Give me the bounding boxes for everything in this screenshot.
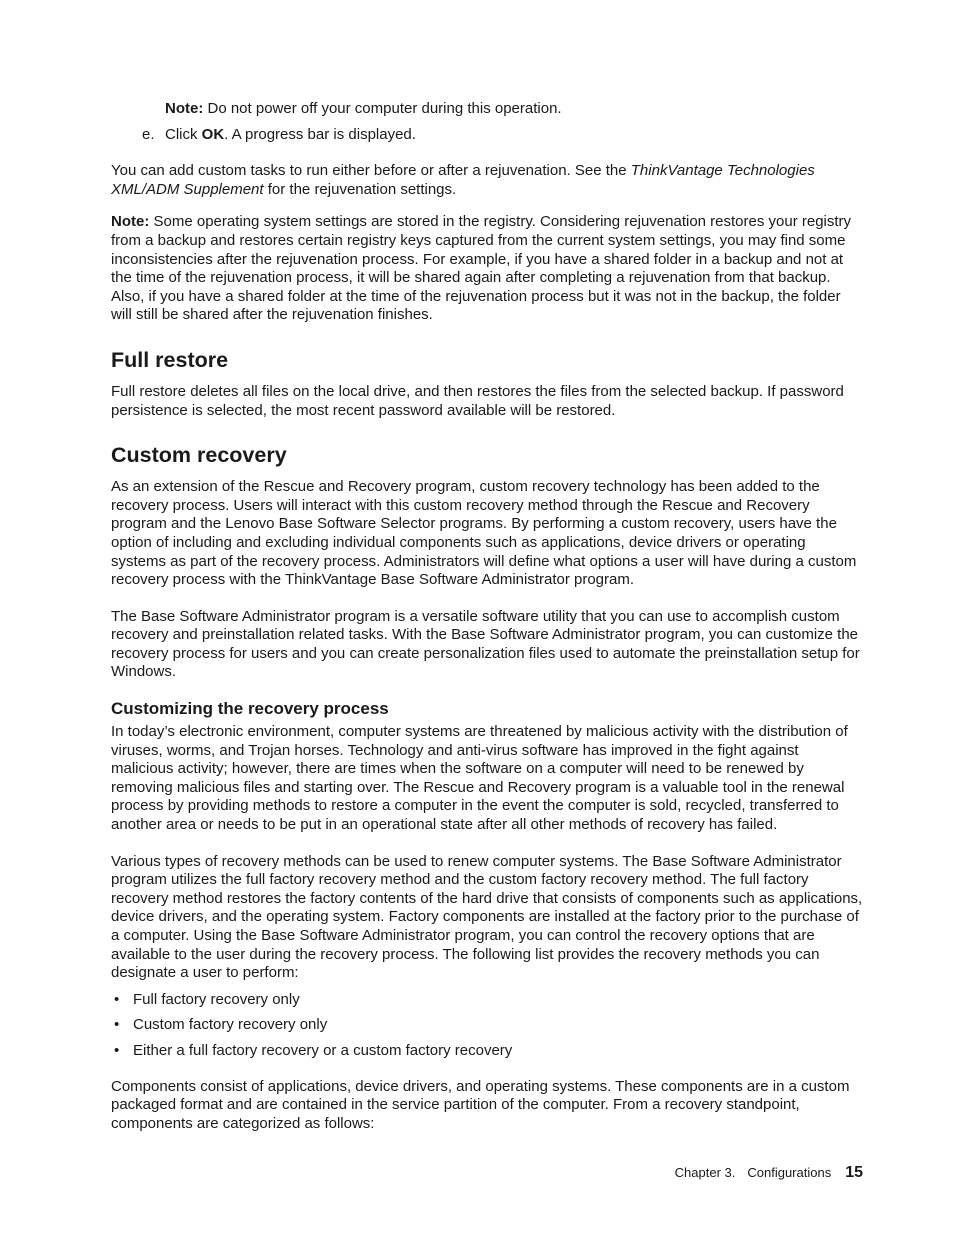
components-paragraph: Components consist of applications, device drivers, and operating systems. These components are in a custom packaged format and are contained in the service partition of the computer. From a recovery standpoint, components are categorized as follows: [111,1077,850,1132]
custom-recovery-heading: Custom recovery [111,443,287,468]
bullet: • [114,1041,120,1059]
page-number: 15 [845,1164,863,1181]
full-restore-heading: Full restore [111,347,229,372]
step-e [142,126,863,145]
step-marker: e. [142,125,155,143]
custom-tasks-text-after: for the rejuvenation settings. [263,180,457,198]
registry-note-text: Some operating system settings are stored in the registry. Considering rejuvenation restores your registry from a backup and restores certain registry keys captured from the current system settings, you may find some inconsistencies after the rejuvenation process. For example, if you have a shared folder in a backup and not at the time of the rejuvenation process, it will be shared again after completing a rejuvenation from that backup. Also, if you have a shared folder at the time of the rejuvenation process but it was not in the backup, the folder will still be shared after the rejuvenation finishes. [111,213,852,324]
step-text-before: Click [165,125,202,143]
footer-chapter: Chapter 3. [674,1165,736,1180]
ok-label: OK [201,125,225,143]
full-restore-paragraph: Full restore deletes all files on the local drive, and then restores the files from the selected backup. If password persistence is selected, the most recent password available will be restored. [111,382,844,419]
step-text-after: . A progress bar is displayed. [224,125,416,143]
bullet: • [114,990,120,1008]
note-text: Do not power off your computer during this operation. [203,100,562,117]
supplement-title: ThinkVantage Technologies XML/ADM Supplement [111,162,815,198]
operation-note [165,100,863,119]
page-footer [600,1163,863,1183]
customizing-heading: Customizing the recovery process [111,699,389,719]
customizing-paragraph-1: In today’s electronic environment, computer systems are threatened by malicious activity with the distribution of viruses, worms, and Trojan horses. Technology and anti-virus software has improved in the fight against malicious activity; however, there are times when the software on a computer will need to be renewed by removing malicious files and starting over. The Rescue and Recovery program is a valuable tool in the renewal process by providing methods to restore a computer in the event the computer is sold, recycled, transferred to another area or needs to be put in an operational state after all other methods of recovery has failed. [111,723,848,834]
custom-tasks-paragraph [111,162,863,199]
custom-recovery-paragraph-1: As an extension of the Rescue and Recovery program, custom recovery technology has been added to the recovery process. Users will interact with this custom recovery method through the Rescue and Recovery program and the Lenovo Base Software Selector programs. By performing a custom recovery, users have the option of including and excluding individual components such as applications, device drivers or operating systems as part of the recovery process. Administrators will define what options a user will have during a custom recovery process with the ThinkVantage Base Software Administrator program. [111,478,857,589]
footer-section: Configurations [747,1165,832,1180]
registry-note [111,213,863,325]
list-item [111,991,863,1010]
note-label: Note: [165,100,204,117]
list-item-text: Either a full factory recovery or a custom factory recovery [133,1041,513,1059]
bullet: • [114,1016,120,1034]
list-item [111,1042,863,1061]
list-item-text: Full factory recovery only [133,990,300,1008]
registry-note-label: Note: [111,213,150,231]
document-page [111,100,863,1133]
customizing-paragraph-2: Various types of recovery methods can be used to renew computer systems. The Base Software Administrator program utilizes the full factory recovery method and the custom factory recovery method. The full factory recovery method restores the factory contents of the hard drive that consists of components such as applications, device drivers, and the operating system. Factory components are installed at the factory prior to the purchase of a computer. Using the Base Software Administrator program, you can control the recovery options that are available to the user during the recovery process. The following list provides the recovery methods you can designate a user to perform: [111,852,863,982]
list-item [111,1016,863,1035]
recovery-methods-list [111,991,863,1061]
list-item-text: Custom factory recovery only [133,1016,328,1034]
custom-recovery-paragraph-2: The Base Software Administrator program is a versatile software utility that you can use to accomplish custom recovery and preinstallation related tasks. With the Base Software Administrator program, you can customize the recovery process for users and you can create personalization files used to automate the preinstallation setup for Windows. [111,607,860,681]
custom-tasks-text-before: You can add custom tasks to run either before or after a rejuvenation. See the [111,162,631,180]
